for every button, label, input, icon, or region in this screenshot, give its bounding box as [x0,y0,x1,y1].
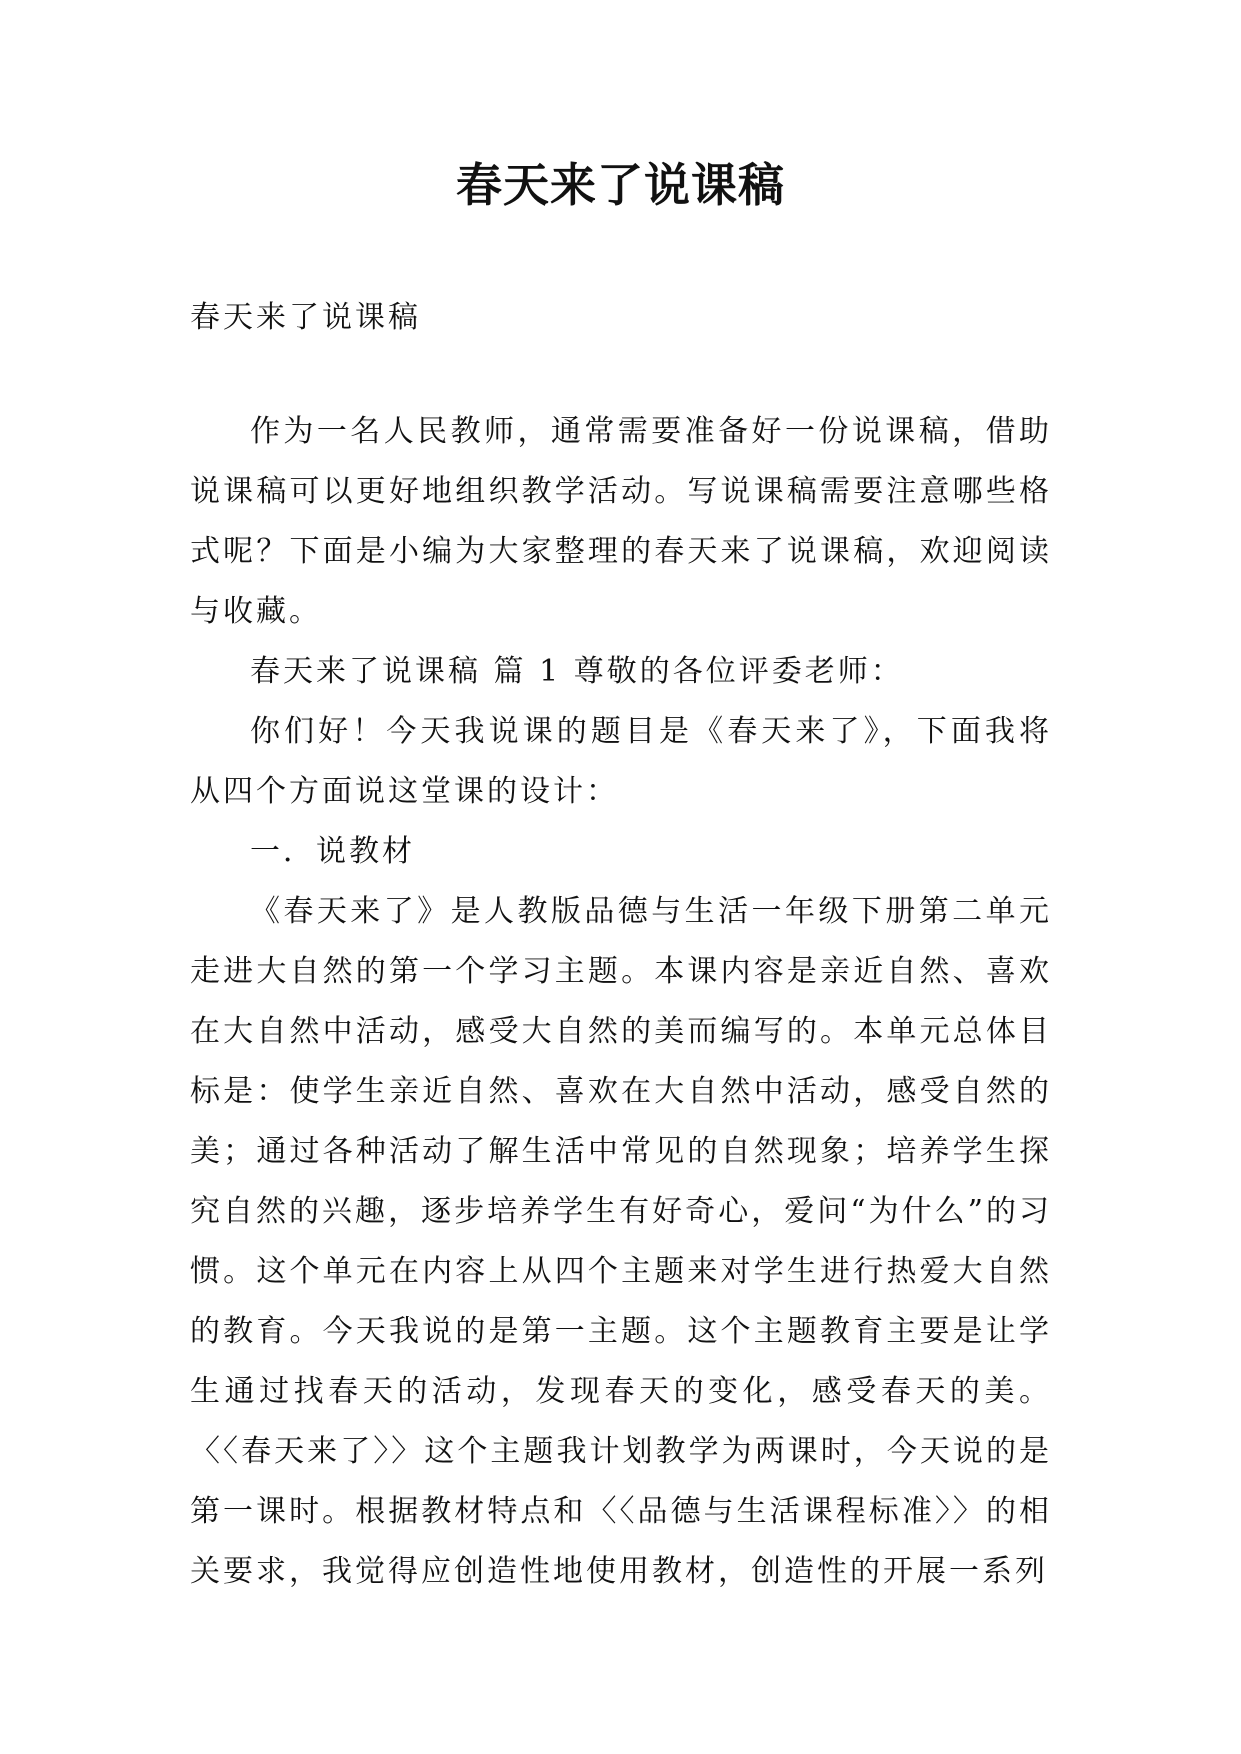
document-subtitle: 春天来了说课稿 [190,300,421,335]
paragraph-intro: 作为一名人民教师，通常需要准备好一份说课稿，借助说课稿可以更好地组织教学活动。写说课稿需要注意哪些格式呢？下面是小编为大家整理的春天来了说课稿，欢迎阅读与收藏。 [190,414,1052,629]
paragraph-greeting-heading: 春天来了说课稿 篇 1 尊敬的各位评委老师： [250,654,904,689]
paragraph-greeting: 你们好！今天我说课的题目是《春天来了》，下面我将从四个方面说这堂课的设计： [190,714,1052,809]
document-body [190,402,1052,1602]
paragraph-textbook-analysis: 《春天来了》是人教版品德与生活一年级下册第二单元走进大自然的第一个学习主题。本课内容是亲近自然、喜欢在大自然中活动，感受大自然的美而编写的。本单元总体目标是：使学生亲近自然、喜欢在大自然中活动，感受自然的美；通过各种活动了解生活中常见的自然现象；培养学生探究自然的兴趣，逐步培养学生有好奇心，爱问“为什么”的习惯。这个单元在内容上从四个主题来对学生进行热爱大自然的教育。今天我说的是第一主题。这个主题教育主要是让学生通过找春天的活动，发现春天的变化，感受春天的美。〈〈春天来了〉〉这个主题我计划教学为两课时，今天说的是第一课时。根据教材特点和〈〈品德与生活课程标准〉〉的相关要求，我觉得应创造性地使用教材，创造性的开展一系列 [190,894,1052,1589]
document-title: 春天来了说课稿 [456,158,785,212]
section-heading-textbook: 一．说教材 [250,834,415,869]
